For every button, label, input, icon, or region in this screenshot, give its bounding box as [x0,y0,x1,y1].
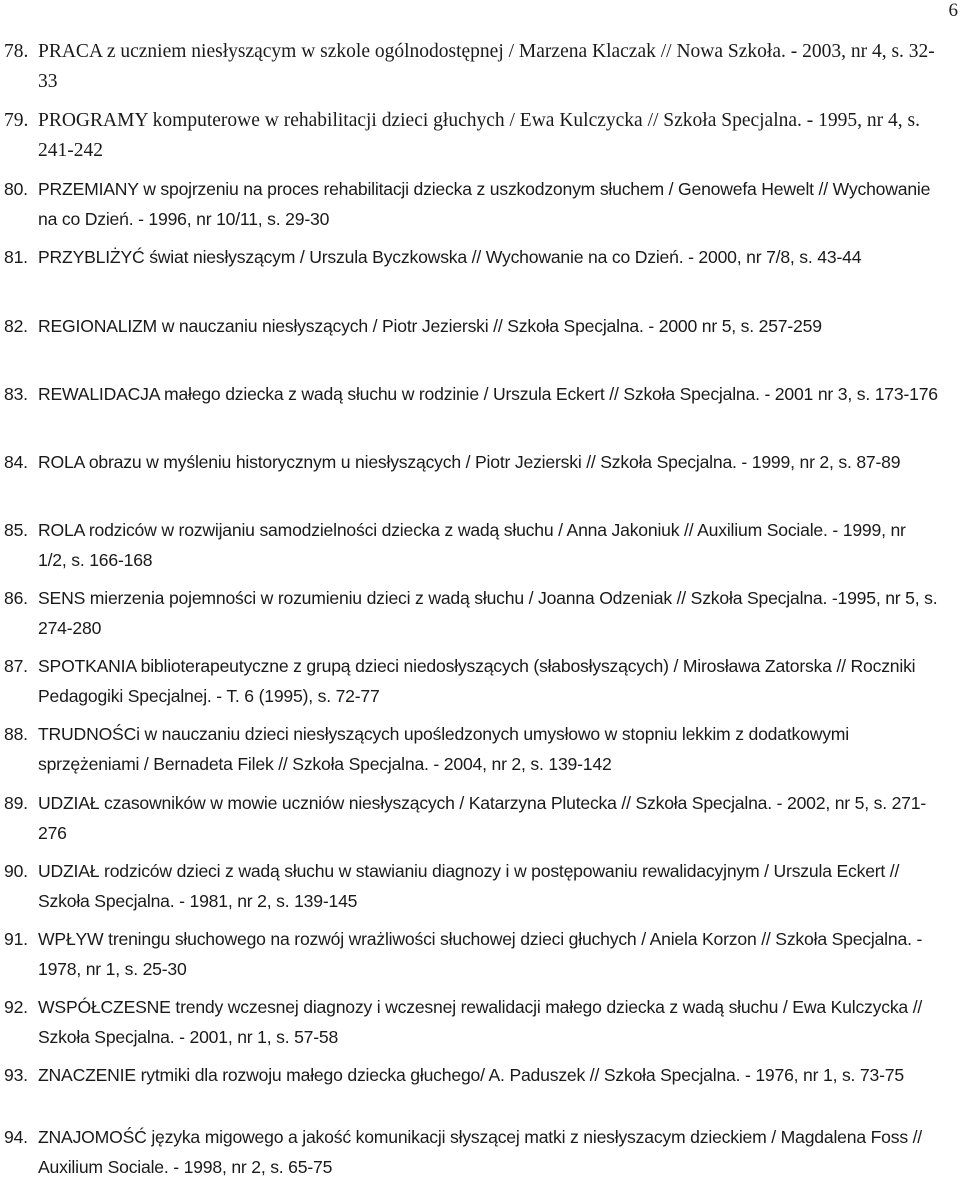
entry-number: 93. [4,1065,28,1085]
entry-number: 92. [4,997,28,1017]
bibliography-entry-90 [0,856,960,916]
entry-text: REWALIDACJA małego dziecka z wadą słuchu w rodzinie / Urszula Eckert // Szkoła Specjalna. - 2001 nr 3, s. 173-176 [38,384,938,404]
entry-text: PROGRAMY komputerowe w rehabilitacji dzieci głuchych / Ewa Kulczycka // Szkoła Specjalna. - 1995, nr 4, s. 241-242 [38,110,920,161]
entry-text: ROLA obrazu w myśleniu historycznym u niesłyszących / Piotr Jezierski // Szkoła Specjalna. - 1999, nr 2, s. 87-89 [38,452,901,472]
bibliography-entry-79 [0,106,960,166]
entry-text: SENS mierzenia pojemności w rozumieniu dzieci z wadą słuchu / Joanna Odzeniak // Szkoła Specjalna. -1995, nr 5, s. 274-280 [38,588,938,638]
entry-number: 91. [4,929,28,949]
entry-number: 81. [4,247,28,267]
bibliography-entry-84 [0,447,960,477]
entry-number: 84. [4,452,28,472]
entry-number: 87. [4,656,28,676]
entry-number: 94. [4,1127,28,1147]
entry-number: 79. [4,110,29,131]
bibliography-entry-81 [0,242,960,272]
entry-number: 80. [4,179,28,199]
entry-text: ROLA rodziców w rozwijaniu samodzielności dziecka z wadą słuchu / Anna Jakoniuk // Auxilium Sociale. - 1999, nr 1/2, s. 166-168 [38,520,906,570]
entry-text: PRACA z uczniem niesłyszącym w szkole ogólnodostępnej / Marzena Klaczak // Nowa Szkoła. - 2003, nr 4, s. 32-33 [38,41,935,92]
entry-number: 85. [4,520,28,540]
entry-number: 83. [4,384,28,404]
entry-text: WPŁYW treningu słuchowego na rozwój wrażliwości słuchowej dzieci głuchych / Aniela Korzon // Szkoła Specjalna. - 1978, nr 1, s. 25-30 [38,929,923,979]
bibliography-entry-93 [0,1060,960,1090]
entry-text: REGIONALIZM w nauczaniu niesłyszących / Piotr Jezierski // Szkoła Specjalna. - 2000 nr 5, s. 257-259 [38,316,822,336]
page-number: 6 [948,0,958,21]
entry-number: 78. [4,41,29,62]
bibliography-entry-86 [0,583,960,643]
bibliography-entry-88 [0,719,960,779]
entry-text: ZNAJOMOŚĆ języka migowego a jakość komunikacji słyszącej matki z niesłyszacym dzieckiem / Magdalena Foss // Auxilium Sociale. - 1998, nr 2, s. 65-75 [38,1127,922,1177]
bibliography-entry-94 [0,1122,960,1182]
entry-text: UDZIAŁ rodziców dzieci z wadą słuchu w stawianiu diagnozy i w postępowaniu rewalidacyjnym / Urszula Eckert // Szkoła Specjalna. - 1981, nr 2, s. 139-145 [38,861,900,911]
entry-number: 88. [4,724,28,744]
entry-text: SPOTKANIA biblioterapeutyczne z grupą dzieci niedosłyszących (słabosłyszących) / Mirosława Zatorska // Roczniki Pedagogiki Specjalnej. - T. 6 (1995), s. 72-77 [38,656,916,706]
bibliography-entry-91 [0,924,960,984]
entry-text: PRZYBLIŻYĆ świat niesłyszącym / Urszula Byczkowska // Wychowanie na co Dzień. - 2000, nr 7/8, s. 43-44 [38,247,862,267]
entry-number: 89. [4,793,28,813]
entry-number: 86. [4,588,28,608]
bibliography-entry-89 [0,788,960,848]
bibliography-entry-85 [0,515,960,575]
bibliography-entry-78 [0,37,960,97]
bibliography-entry-82 [0,311,960,341]
entry-number: 90. [4,861,28,881]
bibliography-entry-87 [0,651,960,711]
entry-text: UDZIAŁ czasowników w mowie uczniów niesłyszących / Katarzyna Plutecka // Szkoła Specjalna. - 2002, nr 5, s. 271-276 [38,793,926,843]
bibliography-entry-92 [0,992,960,1052]
entry-number: 82. [4,316,28,336]
bibliography-entry-80 [0,174,960,234]
entry-text: PRZEMIANY w spojrzeniu na proces rehabilitacji dziecka z uszkodzonym słuchem / Genowefa Hewelt // Wychowanie na co Dzień. - 1996, nr 10/11, s. 29-30 [38,179,931,229]
bibliography-entry-83 [0,379,960,409]
entry-text: WSPÓŁCZESNE trendy wczesnej diagnozy i wczesnej rewalidacji małego dziecka z wadą słuchu / Ewa Kulczycka // Szkoła Specjalna. - 2001, nr 1, s. 57-58 [38,997,923,1047]
entry-text: TRUDNOŚCi w nauczaniu dzieci niesłyszących upośledzonych umysłowo w stopniu lekkim z dodatkowymi sprzężeniami / Bernadeta Filek // Szkoła Specjalna. - 2004, nr 2, s. 139-142 [38,724,849,774]
entry-text: ZNACZENIE rytmiki dla rozwoju małego dziecka głuchego/ A. Paduszek // Szkoła Specjalna. - 1976, nr 1, s. 73-75 [38,1065,904,1085]
